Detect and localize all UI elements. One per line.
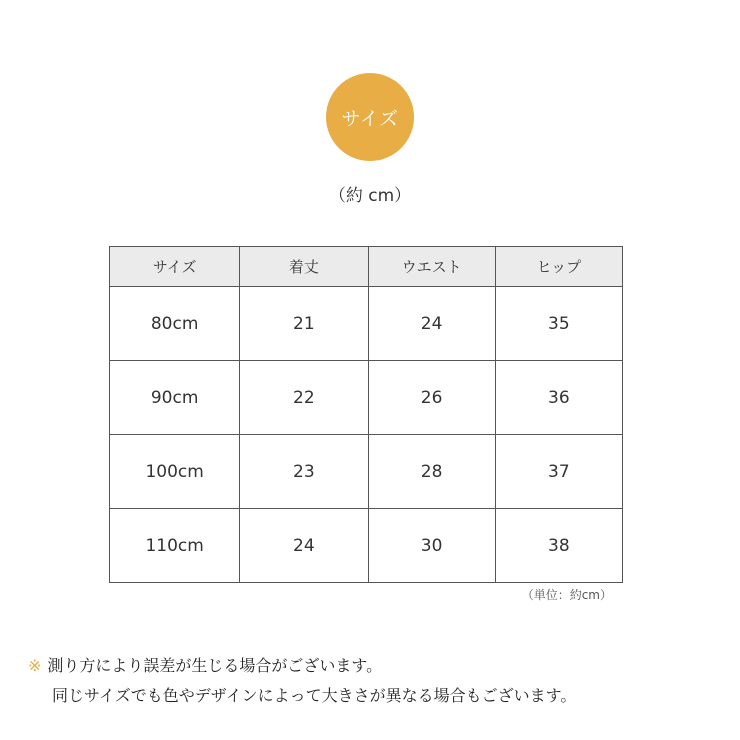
cell-waist: 30 xyxy=(368,509,495,583)
cell-size: 90cm xyxy=(110,361,240,435)
disclaimer-line-1 xyxy=(28,651,576,681)
cell-hip: 37 xyxy=(495,435,622,509)
cell-size: 110cm xyxy=(110,509,240,583)
cell-waist: 26 xyxy=(368,361,495,435)
cell-length: 22 xyxy=(240,361,368,435)
cell-length: 24 xyxy=(240,509,368,583)
disclaimer-note xyxy=(28,651,576,711)
header-hip: ヒップ xyxy=(495,247,622,287)
table-row xyxy=(110,435,623,509)
table-row xyxy=(110,361,623,435)
header-size: サイズ xyxy=(110,247,240,287)
disclaimer-line-2: 同じサイズでも色やデザインによって大きさが異なる場合もございます。 xyxy=(52,686,577,705)
note-mark: ※ xyxy=(28,656,42,675)
table-row xyxy=(110,509,623,583)
header-waist: ウエスト xyxy=(368,247,495,287)
size-table xyxy=(109,246,623,583)
table-row xyxy=(110,287,623,361)
size-badge xyxy=(326,73,414,161)
cell-size: 100cm xyxy=(110,435,240,509)
unit-note: （単位：約cm） xyxy=(521,588,612,602)
table-header-row xyxy=(110,247,623,287)
unit-caption: （約 cm） xyxy=(328,186,412,206)
cell-hip: 38 xyxy=(495,509,622,583)
cell-length: 21 xyxy=(240,287,368,361)
disclaimer-text-1: 測り方により誤差が生じる場合がございます。 xyxy=(47,656,383,675)
size-badge-label: サイズ xyxy=(341,107,399,130)
cell-waist: 24 xyxy=(368,287,495,361)
cell-hip: 36 xyxy=(495,361,622,435)
cell-length: 23 xyxy=(240,435,368,509)
header-length: 着丈 xyxy=(240,247,368,287)
cell-hip: 35 xyxy=(495,287,622,361)
cell-waist: 28 xyxy=(368,435,495,509)
cell-size: 80cm xyxy=(110,287,240,361)
